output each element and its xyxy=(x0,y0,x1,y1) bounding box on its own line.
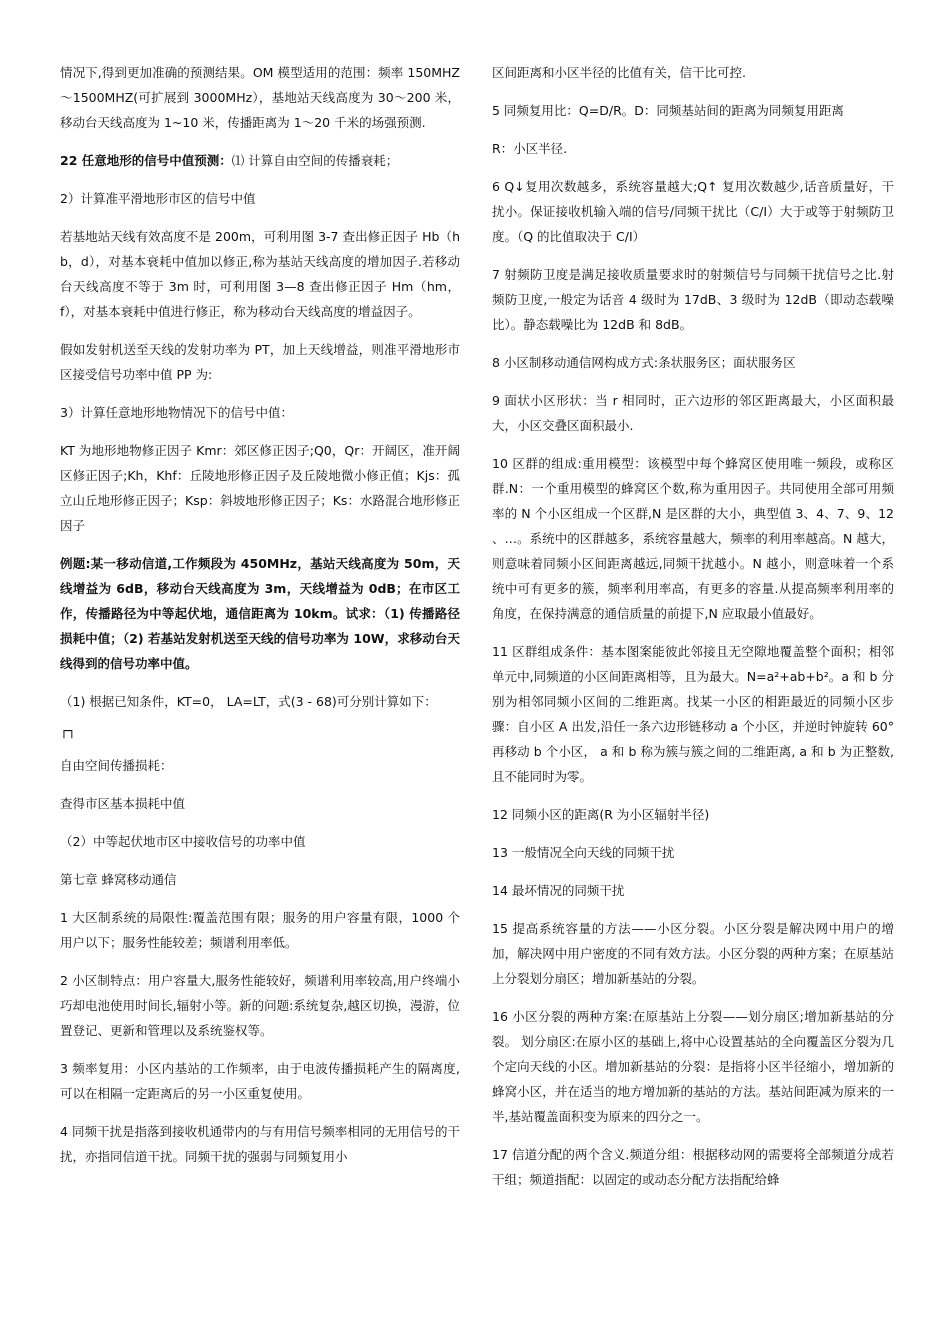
paragraph-item-11: 11 区群组成条件：基本图案能彼此邻接且无空隙地覆盖整个面积；相邻单元中,同频道的小区间距离相等，且为最大。N=a²+ab+b²。a 和 b 分别为相邻同频小区间的二维距离。找某一小区的相距最近的同频小区步骤：自小区 A 出发,沿任一条六边形链移动 a 个小区，并逆时钟旋转 60°再移动 b 个小区， a 和 b 称为簇与簇之间的二维距离, a 和 b 为正整数,且不能同时为零。 xyxy=(492,644,894,784)
paragraph-continuation: 区间距离和小区半径的比值有关，信干比可控. xyxy=(492,65,746,80)
paragraph-item-14: 14 最坏情况的同频干扰 xyxy=(492,883,625,898)
paragraph-text: ⑴ 计算自由空间的传播衰耗； xyxy=(231,153,399,168)
paragraph-solution-1: （1) 根据已知条件，KT=0， LA=LT，式(3 - 68)可分别计算如下： xyxy=(60,694,437,709)
paragraph-item-5-cont: R：小区半径. xyxy=(492,141,568,156)
formula-placeholder-glyph: ┌┐ xyxy=(60,724,76,739)
paragraph-transmit-power: 假如发射机送至天线的发射功率为 PT，加上天线增益，则准平滑地形市区接受信号功率中值 PP 为: xyxy=(60,342,460,382)
paragraph-item-2: 2 小区制特点：用户容量大,服务性能较好，频谱利用率较高,用户终端小巧却电池使用时间长,辐射小等。新的问题:系统复杂,越区切换，漫游，位置登记、更新和管理以及系统鉴权等。 xyxy=(60,973,460,1038)
paragraph-item-6: 6 Q↓复用次数越多，系统容量越大;Q↑ 复用次数越少,话音质量好，干扰小。保证接收机输入端的信号/同频干扰比（C/I）大于或等于射频防卫度。（Q 的比值取决于 C/I） xyxy=(492,179,894,244)
paragraph-step-3: 3）计算任意地形地物情况下的信号中值： xyxy=(60,405,293,420)
paragraph-item-3: 3 频率复用：小区内基站的工作频率，由于电波传播损耗产生的隔离度,可以在相隔一定距离后的另一小区重复使用。 xyxy=(60,1061,460,1101)
paragraph-item-10: 10 区群的组成:重用模型：该模型中每个蜂窝区使用唯一频段，或称区群.N：一个重用模型的蜂窝区个数,称为重用因子。共同使用全部可用频率的 N 个小区组成一个区群,N 是区群的大小，典型值 3、4、7、9、12 、…。系统中的区群越多，系统容量越大，频率的利用率越高。N 越大，则意味着同频小区间距离越远,同频干扰越小。N 越小，则意味着一个系统中可有更多的簇，频率利用率高，有更多的容量.从提高频率利用率的角度，在保持满意的通信质量的前提下,N 应取最小值最好。 xyxy=(492,456,894,621)
paragraph-item-17: 17 信道分配的两个含义.频道分组：根据移动网的需要将全部频道分成若干组；频道指配：以固定的或动态分配方法指配给蜂 xyxy=(492,1147,894,1187)
paragraph-urban-loss: 查得市区基本损耗中值 xyxy=(60,796,186,811)
paragraph-item-16: 16 小区分裂的两种方案:在原基站上分裂——划分扇区;增加新基站的分裂。 划分扇区:在原小区的基础上,将中心设置基站的全向覆盖区分裂为几个定向天线的小区。增加新基站的分裂：是指将小区半径缩小，增加新的蜂窝小区，并在适当的地方增加新的基站的方法。基站间距减为原来的一半,基站覆盖面积变为原来的四分之一。 xyxy=(492,1009,894,1124)
paragraph-height-correction: 若基地站天线有效高度不是 200m，可利用图 3-7 查出修正因子 Hb（hb，d），对基本衰耗中值加以修正,称为基站天线高度的增加因子.若移动台天线高度不等于 3m 时，可利用图 3—8 查出修正因子 Hm（hm，f），对基本衰耗中值进行修正，称为移动台天线高度的增益因子。 xyxy=(60,229,460,319)
paragraph-correction-factors: KT 为地形地物修正因子 Kmr：郊区修正因子;Q0，Qr：开阔区，准开阔区修正因子;Kh，Khf：丘陵地形修正因子及丘陵地微小修正值；Kjs：孤立山丘地形修正因子；Ksp：斜坡地形修正因子；Ks：水路混合地形修正因子 xyxy=(60,443,460,533)
paragraph-item-13: 13 一般情况全向天线的同频干扰 xyxy=(492,845,675,860)
section-heading: 22 任意地形的信号中值预测： xyxy=(60,153,232,168)
left-column xyxy=(60,60,460,1182)
paragraph-example-problem: 例题:某一移动信道,工作频段为 450MHz，基站天线高度为 50m，天线增益为 6dB，移动台天线高度为 3m，天线增益为 0dB；在市区工作，传播路径为中等起伏地，通信距离为 10km。试求：（1) 传播路径损耗中值；（2) 若基站发射机送至天线的信号功率为 10W，求移动台天线得到的信号功率中值。 xyxy=(60,556,460,671)
right-column xyxy=(492,60,894,1205)
paragraph-solution-2: （2）中等起伏地市区中接收信号的功率中值 xyxy=(60,834,306,849)
paragraph-om-model-range: 情况下,得到更加准确的预测结果。OM 模型适用的范围：频率 150MHZ ～1500MHZ(可扩展到 3000MHz），基地站天线高度为 30～200 米，移动台天线高度为 1~10 米，传播距离为 1～20 千米的场强预测. xyxy=(60,65,460,130)
paragraph-item-15: 15 提高系统容量的方法——小区分裂。小区分裂是解决网中用户的增加，解决网中用户密度的不同有效方法。小区分裂的两种方案；在原基站上分裂划分扇区；增加新基站的分裂。 xyxy=(492,921,894,986)
chapter-heading: 第七章 蜂窝移动通信 xyxy=(60,872,177,887)
paragraph-item-7: 7 射频防卫度是满足接收质量要求时的射频信号与同频干扰信号之比.射频防卫度,一般定为话音 4 级时为 17dB、3 级时为 12dB（即动态载噪比）。静态载噪比为 12dB 和 8dB。 xyxy=(492,267,894,332)
paragraph-item-1: 1 大区制系统的局限性:覆盖范围有限；服务的用户容量有限，1000 个用户以下；服务性能较差；频谱利用率低。 xyxy=(60,910,460,950)
paragraph-signal-median-prediction xyxy=(60,148,460,173)
paragraph-item-5: 5 同频复用比：Q=D/R。D：同频基站间的距离为同频复用距离 xyxy=(492,103,844,118)
paragraph-item-12: 12 同频小区的距离(R 为小区辐射半径) xyxy=(492,807,710,822)
paragraph-item-9: 9 面状小区形状：当 r 相同时，正六边形的邻区距离最大，小区面积最大，小区交叠区面积最小. xyxy=(492,393,894,433)
paragraph-free-space-loss: 自由空间传播损耗： xyxy=(60,758,173,773)
paragraph-item-4: 4 同频干扰是指落到接收机通带内的与有用信号频率相同的无用信号的干扰，亦指同信道干扰。同频干扰的强弱与同频复用小 xyxy=(60,1124,460,1164)
paragraph-item-8: 8 小区制移动通信网构成方式:条状服务区；面状服务区 xyxy=(492,355,796,370)
paragraph-step-2: 2）计算准平滑地形市区的信号中值 xyxy=(60,191,256,206)
